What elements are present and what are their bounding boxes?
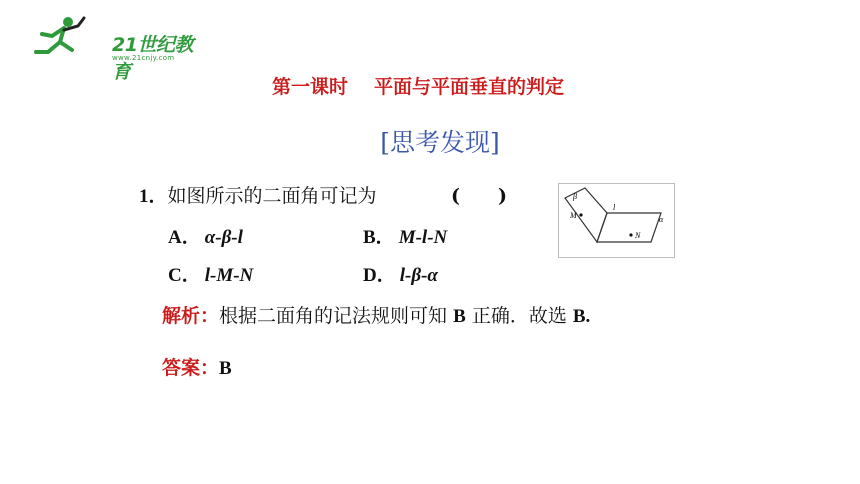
page-title <box>0 72 836 99</box>
dihedral-diagram <box>559 184 674 257</box>
analysis-text-3: 正确．故选 <box>471 305 567 327</box>
question-body: 如图所示的二面角可记为 <box>167 185 377 207</box>
answer <box>162 353 232 380</box>
analysis-text-2: B <box>453 306 466 327</box>
option-value: α-β-l <box>204 227 243 248</box>
answer-blank: ( ) <box>451 185 507 207</box>
title-lesson: 第一课时 <box>271 76 348 98</box>
logo-url: www.21cnjy.com <box>112 54 175 62</box>
analysis-text-4: B. <box>572 306 591 327</box>
option-value: M-l-N <box>398 227 448 248</box>
option-letter: A． <box>168 227 201 248</box>
question-number: 1． <box>139 186 168 207</box>
answer-value: B <box>219 358 232 379</box>
figure-label-alpha: α <box>659 215 664 224</box>
runner-icon <box>28 14 88 60</box>
option-d <box>363 260 438 287</box>
option-value: l-β-α <box>399 265 438 286</box>
analysis-label: 解析： <box>162 305 220 327</box>
option-letter: C． <box>168 265 201 286</box>
option-letter: D． <box>363 265 396 286</box>
option-letter: B． <box>363 227 395 248</box>
answer-label: 答案： <box>162 357 220 379</box>
option-c <box>168 260 253 287</box>
logo <box>28 14 208 83</box>
figure-label-beta: β <box>573 192 577 201</box>
figure-label-l: l <box>613 203 616 212</box>
figure-label-n: N <box>635 231 641 240</box>
figure-label-m: M <box>570 211 577 220</box>
option-b <box>363 222 447 249</box>
analysis-text-1: 根据二面角的记法规则可知 <box>219 305 448 327</box>
logo-name: 21世纪教育 <box>112 34 193 83</box>
option-value: l-M-N <box>204 265 254 286</box>
title-topic: 平面与平面垂直的判定 <box>374 76 565 98</box>
option-a <box>168 222 243 249</box>
dihedral-angle-figure <box>558 183 675 258</box>
question-text <box>139 181 377 208</box>
section-heading: [思考发现] <box>380 128 500 157</box>
analysis <box>162 301 590 328</box>
